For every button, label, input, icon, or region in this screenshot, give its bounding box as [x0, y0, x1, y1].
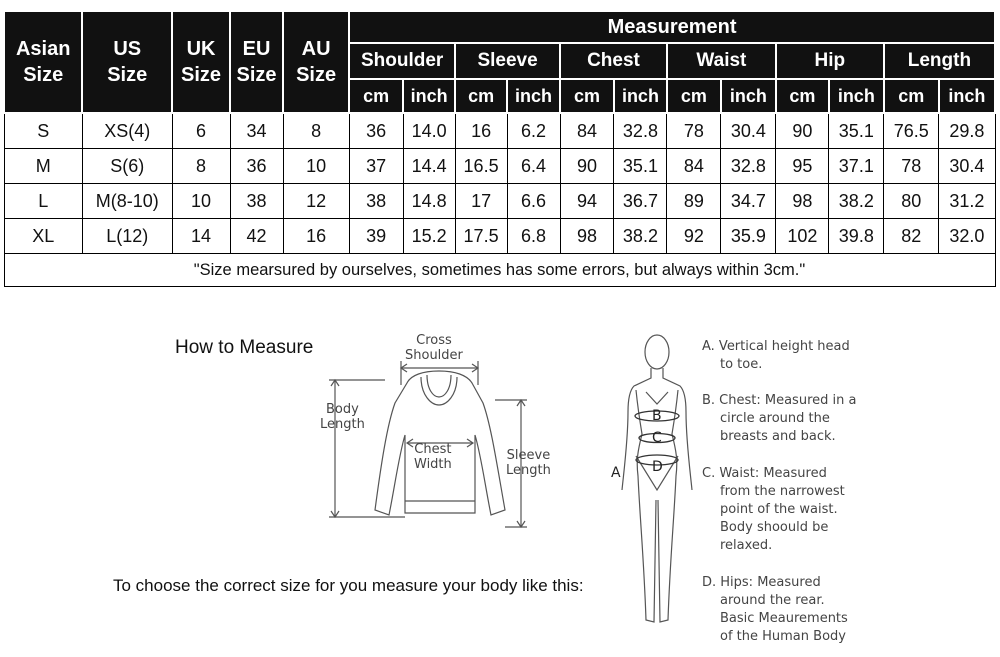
table-cell: 6.8	[507, 219, 560, 254]
column-header-uk-size: UK Size	[172, 11, 230, 113]
size-chart-table	[3, 10, 996, 287]
step-b-chest: B. Chest: Measured in a circle around the breasts and back.	[702, 393, 857, 444]
table-cell: 78	[667, 113, 721, 149]
unit-header-inch: inch	[403, 79, 455, 113]
table-cell: 17	[455, 184, 507, 219]
table-cell: 32.0	[939, 219, 995, 254]
table-row	[4, 219, 995, 254]
table-cell: 32.8	[614, 113, 667, 149]
table-footnote: "Size mearsured by ourselves, sometimes has some errors, but always within 3cm."	[4, 254, 995, 287]
table-cell: 6.2	[507, 113, 560, 149]
table-cell: 14.8	[403, 184, 455, 219]
table-row	[4, 113, 995, 149]
label-body-length: Body Length	[320, 402, 365, 432]
table-cell: 17.5	[455, 219, 507, 254]
table-cell: XS(4)	[82, 113, 172, 149]
table-cell: 92	[667, 219, 721, 254]
unit-header-inch: inch	[829, 79, 884, 113]
table-cell: 14.0	[403, 113, 455, 149]
table-cell: 90	[776, 113, 829, 149]
table-cell: L	[4, 184, 82, 219]
table-cell: 14	[172, 219, 230, 254]
table-cell: 76.5	[884, 113, 939, 149]
table-row	[4, 184, 995, 219]
table-cell: 42	[230, 219, 283, 254]
table-cell: 84	[667, 149, 721, 184]
table-cell: 38	[230, 184, 283, 219]
table-cell: L(12)	[82, 219, 172, 254]
label-sleeve-length: Sleeve Length	[506, 448, 551, 478]
footnote-row	[4, 254, 995, 287]
table-cell: 8	[172, 149, 230, 184]
choose-size-note: To choose the correct size for you measure your body like this:	[113, 576, 584, 595]
table-cell: 6.4	[507, 149, 560, 184]
table-cell: 10	[172, 184, 230, 219]
table-cell: 31.2	[939, 184, 995, 219]
table-cell: 30.4	[939, 149, 995, 184]
table-cell: 38.2	[614, 219, 667, 254]
table-cell: S	[4, 113, 82, 149]
unit-header-inch: inch	[507, 79, 560, 113]
group-header-chest: Chest	[560, 43, 667, 79]
table-cell: 98	[776, 184, 829, 219]
label-cross-shoulder: Cross Shoulder	[405, 333, 463, 363]
table-cell: 98	[560, 219, 614, 254]
group-header-hip: Hip	[776, 43, 884, 79]
unit-header-cm: cm	[560, 79, 614, 113]
table-cell: 6.6	[507, 184, 560, 219]
group-header-waist: Waist	[667, 43, 776, 79]
table-cell: XL	[4, 219, 82, 254]
unit-header-inch: inch	[721, 79, 776, 113]
table-row	[4, 149, 995, 184]
table-cell: 78	[884, 149, 939, 184]
unit-header-cm: cm	[776, 79, 829, 113]
table-cell: 34	[230, 113, 283, 149]
table-cell: S(6)	[82, 149, 172, 184]
unit-header-inch: inch	[939, 79, 995, 113]
table-cell: 90	[560, 149, 614, 184]
table-cell: 35.1	[614, 149, 667, 184]
column-header-asian-size: Asian Size	[4, 11, 82, 113]
step-c-waist: C. Waist: Measured from the narrowest point of the waist. Body shoould be relaxed.	[702, 466, 845, 553]
group-header-shoulder: Shoulder	[349, 43, 455, 79]
table-cell: 39	[349, 219, 403, 254]
group-header-sleeve: Sleeve	[455, 43, 560, 79]
unit-header-cm: cm	[455, 79, 507, 113]
step-a-height: A. Vertical height head to toe.	[702, 339, 850, 372]
body-label-a: A	[611, 465, 621, 481]
column-header-eu-size: EU Size	[230, 11, 283, 113]
unit-header-inch: inch	[614, 79, 667, 113]
table-cell: 95	[776, 149, 829, 184]
table-cell: 29.8	[939, 113, 995, 149]
header-row-1	[4, 11, 995, 43]
table-cell: 16	[283, 219, 349, 254]
table-cell: 80	[884, 184, 939, 219]
table-cell: 36	[349, 113, 403, 149]
table-cell: 89	[667, 184, 721, 219]
table-cell: 37.1	[829, 149, 884, 184]
body-figure-diagram	[612, 330, 702, 650]
table-cell: 35.9	[721, 219, 776, 254]
unit-header-cm: cm	[667, 79, 721, 113]
table-cell: M(8-10)	[82, 184, 172, 219]
table-cell: 36.7	[614, 184, 667, 219]
table-cell: 10	[283, 149, 349, 184]
column-header-au-size: AU Size	[283, 11, 349, 113]
table-cell: 8	[283, 113, 349, 149]
table-cell: 36	[230, 149, 283, 184]
table-cell: 16	[455, 113, 507, 149]
table-cell: 39.8	[829, 219, 884, 254]
label-chest-width: Chest Width	[414, 442, 452, 472]
table-cell: 84	[560, 113, 614, 149]
table-cell: M	[4, 149, 82, 184]
table-cell: 35.1	[829, 113, 884, 149]
unit-header-cm: cm	[884, 79, 939, 113]
body-label-c: C	[652, 430, 662, 446]
table-cell: 102	[776, 219, 829, 254]
body-label-b: B	[652, 408, 662, 424]
table-cell: 38.2	[829, 184, 884, 219]
step-d-hips: D. Hips: Measured around the rear. Basic Meaurements of the Human Body	[702, 575, 848, 644]
group-header-length: Length	[884, 43, 995, 79]
column-header-us-size: US Size	[82, 11, 172, 113]
table-cell: 12	[283, 184, 349, 219]
table-cell: 38	[349, 184, 403, 219]
table-cell: 94	[560, 184, 614, 219]
table-cell: 14.4	[403, 149, 455, 184]
table-cell: 6	[172, 113, 230, 149]
table-cell: 15.2	[403, 219, 455, 254]
body-label-d: D	[652, 459, 663, 475]
how-to-measure-title: How to Measure	[175, 337, 314, 358]
table-cell: 16.5	[455, 149, 507, 184]
table-cell: 37	[349, 149, 403, 184]
table-cell: 34.7	[721, 184, 776, 219]
size-table-body	[4, 113, 995, 254]
table-cell: 30.4	[721, 113, 776, 149]
measurement-header: Measurement	[349, 11, 995, 43]
unit-header-cm: cm	[349, 79, 403, 113]
table-cell: 82	[884, 219, 939, 254]
table-cell: 32.8	[721, 149, 776, 184]
